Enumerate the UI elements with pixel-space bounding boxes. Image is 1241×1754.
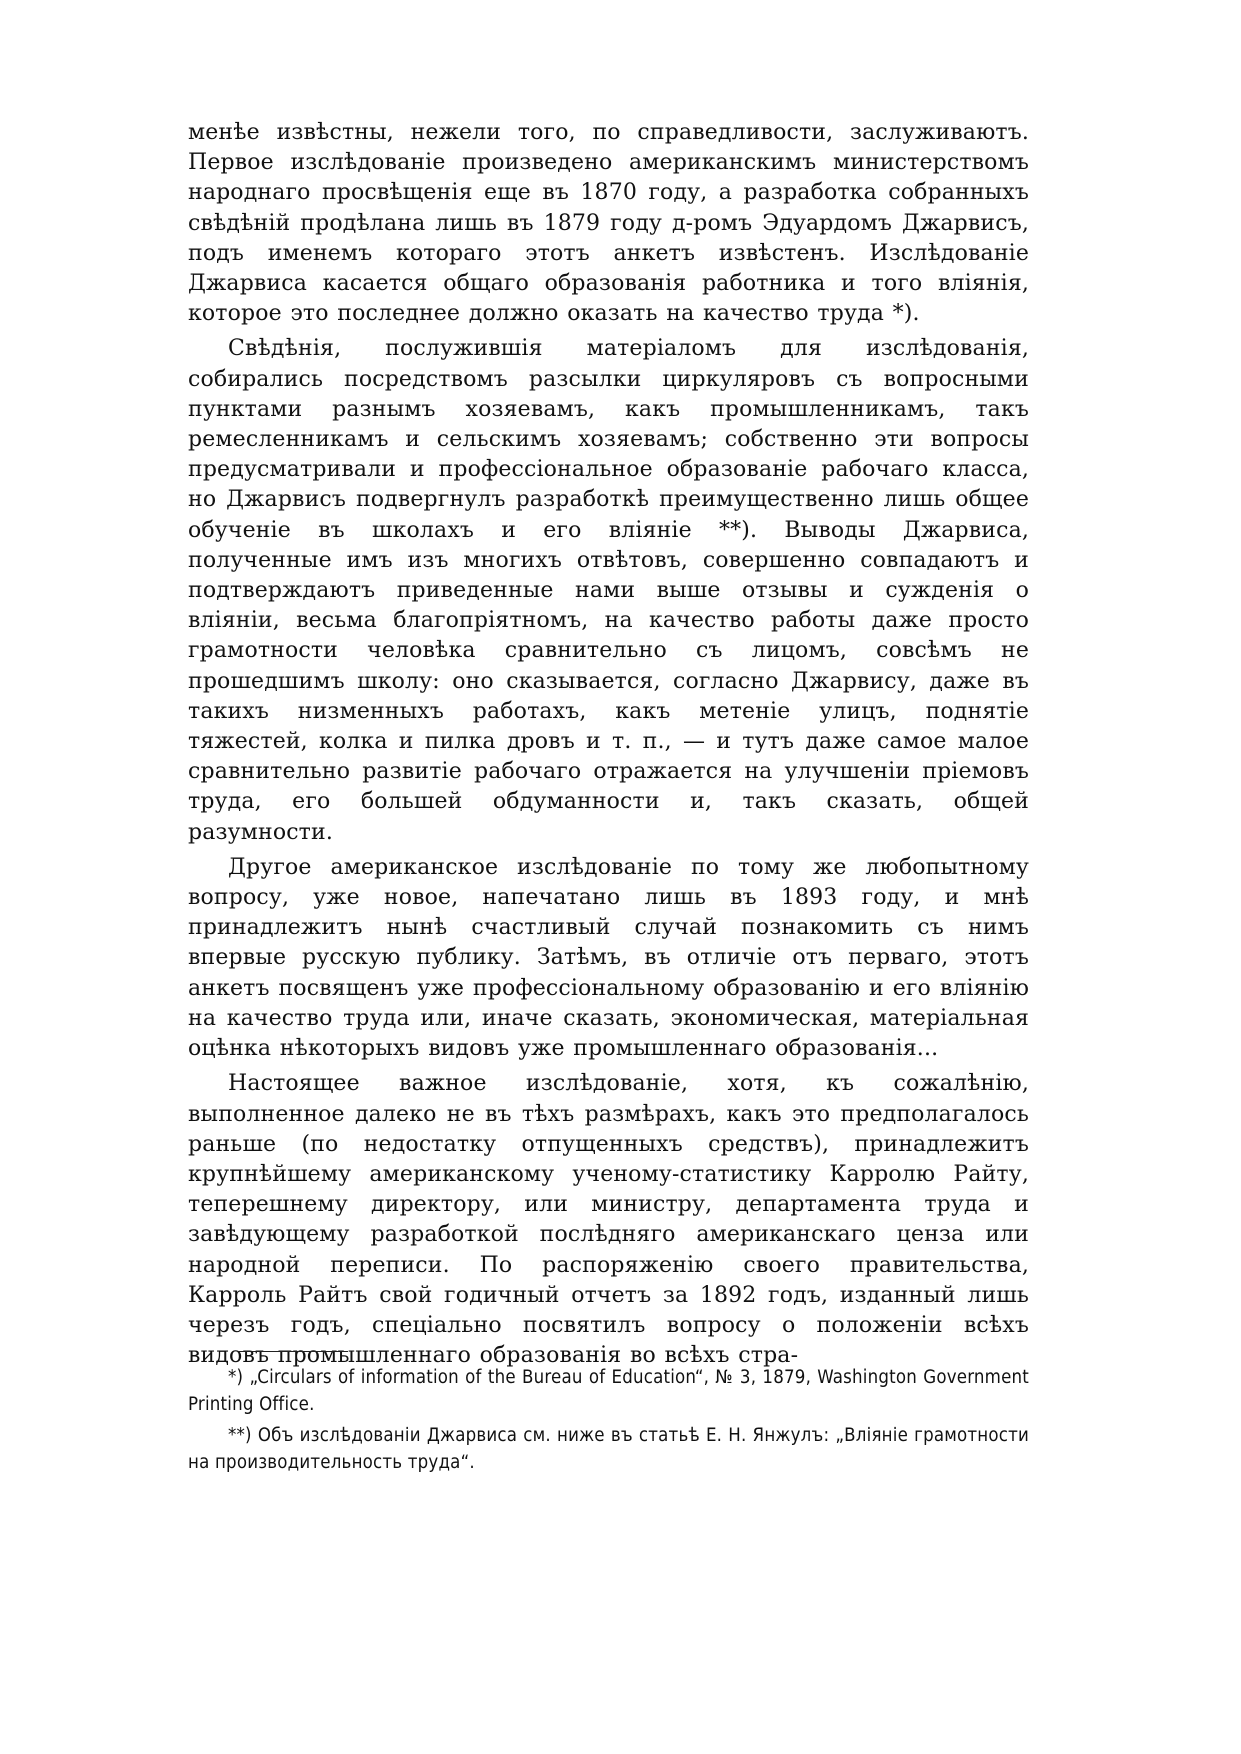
footnote-separator — [239, 1351, 348, 1352]
footnote-1: *) „Circulars of information of the Bureau of Education“, № 3, 1879, Washington Government Printing Office. — [188, 1367, 1029, 1415]
footnotes — [188, 1364, 1029, 1476]
footnote-2: **) Объ изслѣдованіи Джарвиса см. ниже въ статьѣ Е. Н. Янжулъ: „Вліяніе грамотности на производительность труда“. — [188, 1425, 1029, 1473]
paragraph-jarvis-survey: Свѣдѣнія, послужившія матеріаломъ для изслѣдованія, собирались посредствомъ разсылки циркуляровъ съ вопросными пунктами разнымъ хозяевамъ, какъ промышленникамъ, такъ ремесленникамъ и сельскимъ хозяевамъ; собственно эти вопросы предусматривали и профессіональное образованіе рабочаго класса, но Джарвисъ подвергнулъ разработкѣ преимущественно лишь общее обученіе въ школахъ и его вліяніе **). Выводы Джарвиса, полученные имъ изъ многихъ отвѣтовъ, совершенно совпадаютъ и подтверждаютъ приведенные нами выше отзывы и сужденія о вліяніи, весьма благопріятномъ, на качество работы даже просто грамотности человѣка сравнительно съ лицомъ, совсѣмъ не прошедшимъ школу: оно сказывается, согласно Джарвису, даже въ такихъ низменныхъ работахъ, какъ метеніе улицъ, поднятіе тяжестей, колка и пилка дровъ и т. п., — и тутъ даже самое малое сравнительно развитіе рабочаго отражается на улучшеніи пріемовъ труда, его большей обдуманности и, такъ сказать, общей разумности. — [188, 336, 1029, 845]
paragraph-carroll-wright: Настоящее важное изслѣдованіе, хотя, къ сожалѣнію, выполненное далеко не въ тѣхъ размѣрахъ, какъ это предполагалось раньше (по недостатку отпущенныхъ средствъ), принадлежитъ крупнѣйшему американскому ученому-статистику Карролю Райту, теперешнему директору, или министру, департамента труда и завѣдующему разработкой послѣдняго американскаго ценза или народной переписи. По распоряженію своего правительства, Карроль Райтъ свой годичный отчетъ за 1892 годъ, изданный лишь черезъ годъ, спеціально посвятилъ вопросу о положеніи всѣхъ видовъ промышленнаго образованія во всѣхъ стра- — [188, 1071, 1029, 1369]
paragraph-second-american-survey: Другое американское изслѣдованіе по тому же любопытному вопросу, уже новое, напечатано лишь въ 1893 году, и мнѣ принадлежитъ нынѣ счастливый случай познакомить съ нимъ впервые русскую публику. Затѣмъ, въ отличіе отъ перваго, этотъ анкетъ посвященъ уже профессіональному образованію и его вліянію на качество труда или, иначе сказать, экономическая, матеріальная оцѣнка нѣкоторыхъ видовъ уже промышленнаго образованія... — [188, 854, 1029, 1062]
paragraph-continuation: менѣе извѣстны, нежели того, по справедливости, заслуживаютъ. Первое изслѣдованіе произведено американскимъ министерствомъ народнаго просвѣщенія еще въ 1870 году, а разработка собранныхъ свѣдѣній продѣлана лишь въ 1879 году д-ромъ Эдуардомъ Джарвисъ, подъ именемъ котораго этотъ анкетъ извѣстенъ. Изслѣдованіе Джарвиса касается общаго образованія работника и того вліянія, которое это последнее должно оказать на качество труда *). — [188, 120, 1029, 327]
main-text — [188, 118, 1029, 1371]
